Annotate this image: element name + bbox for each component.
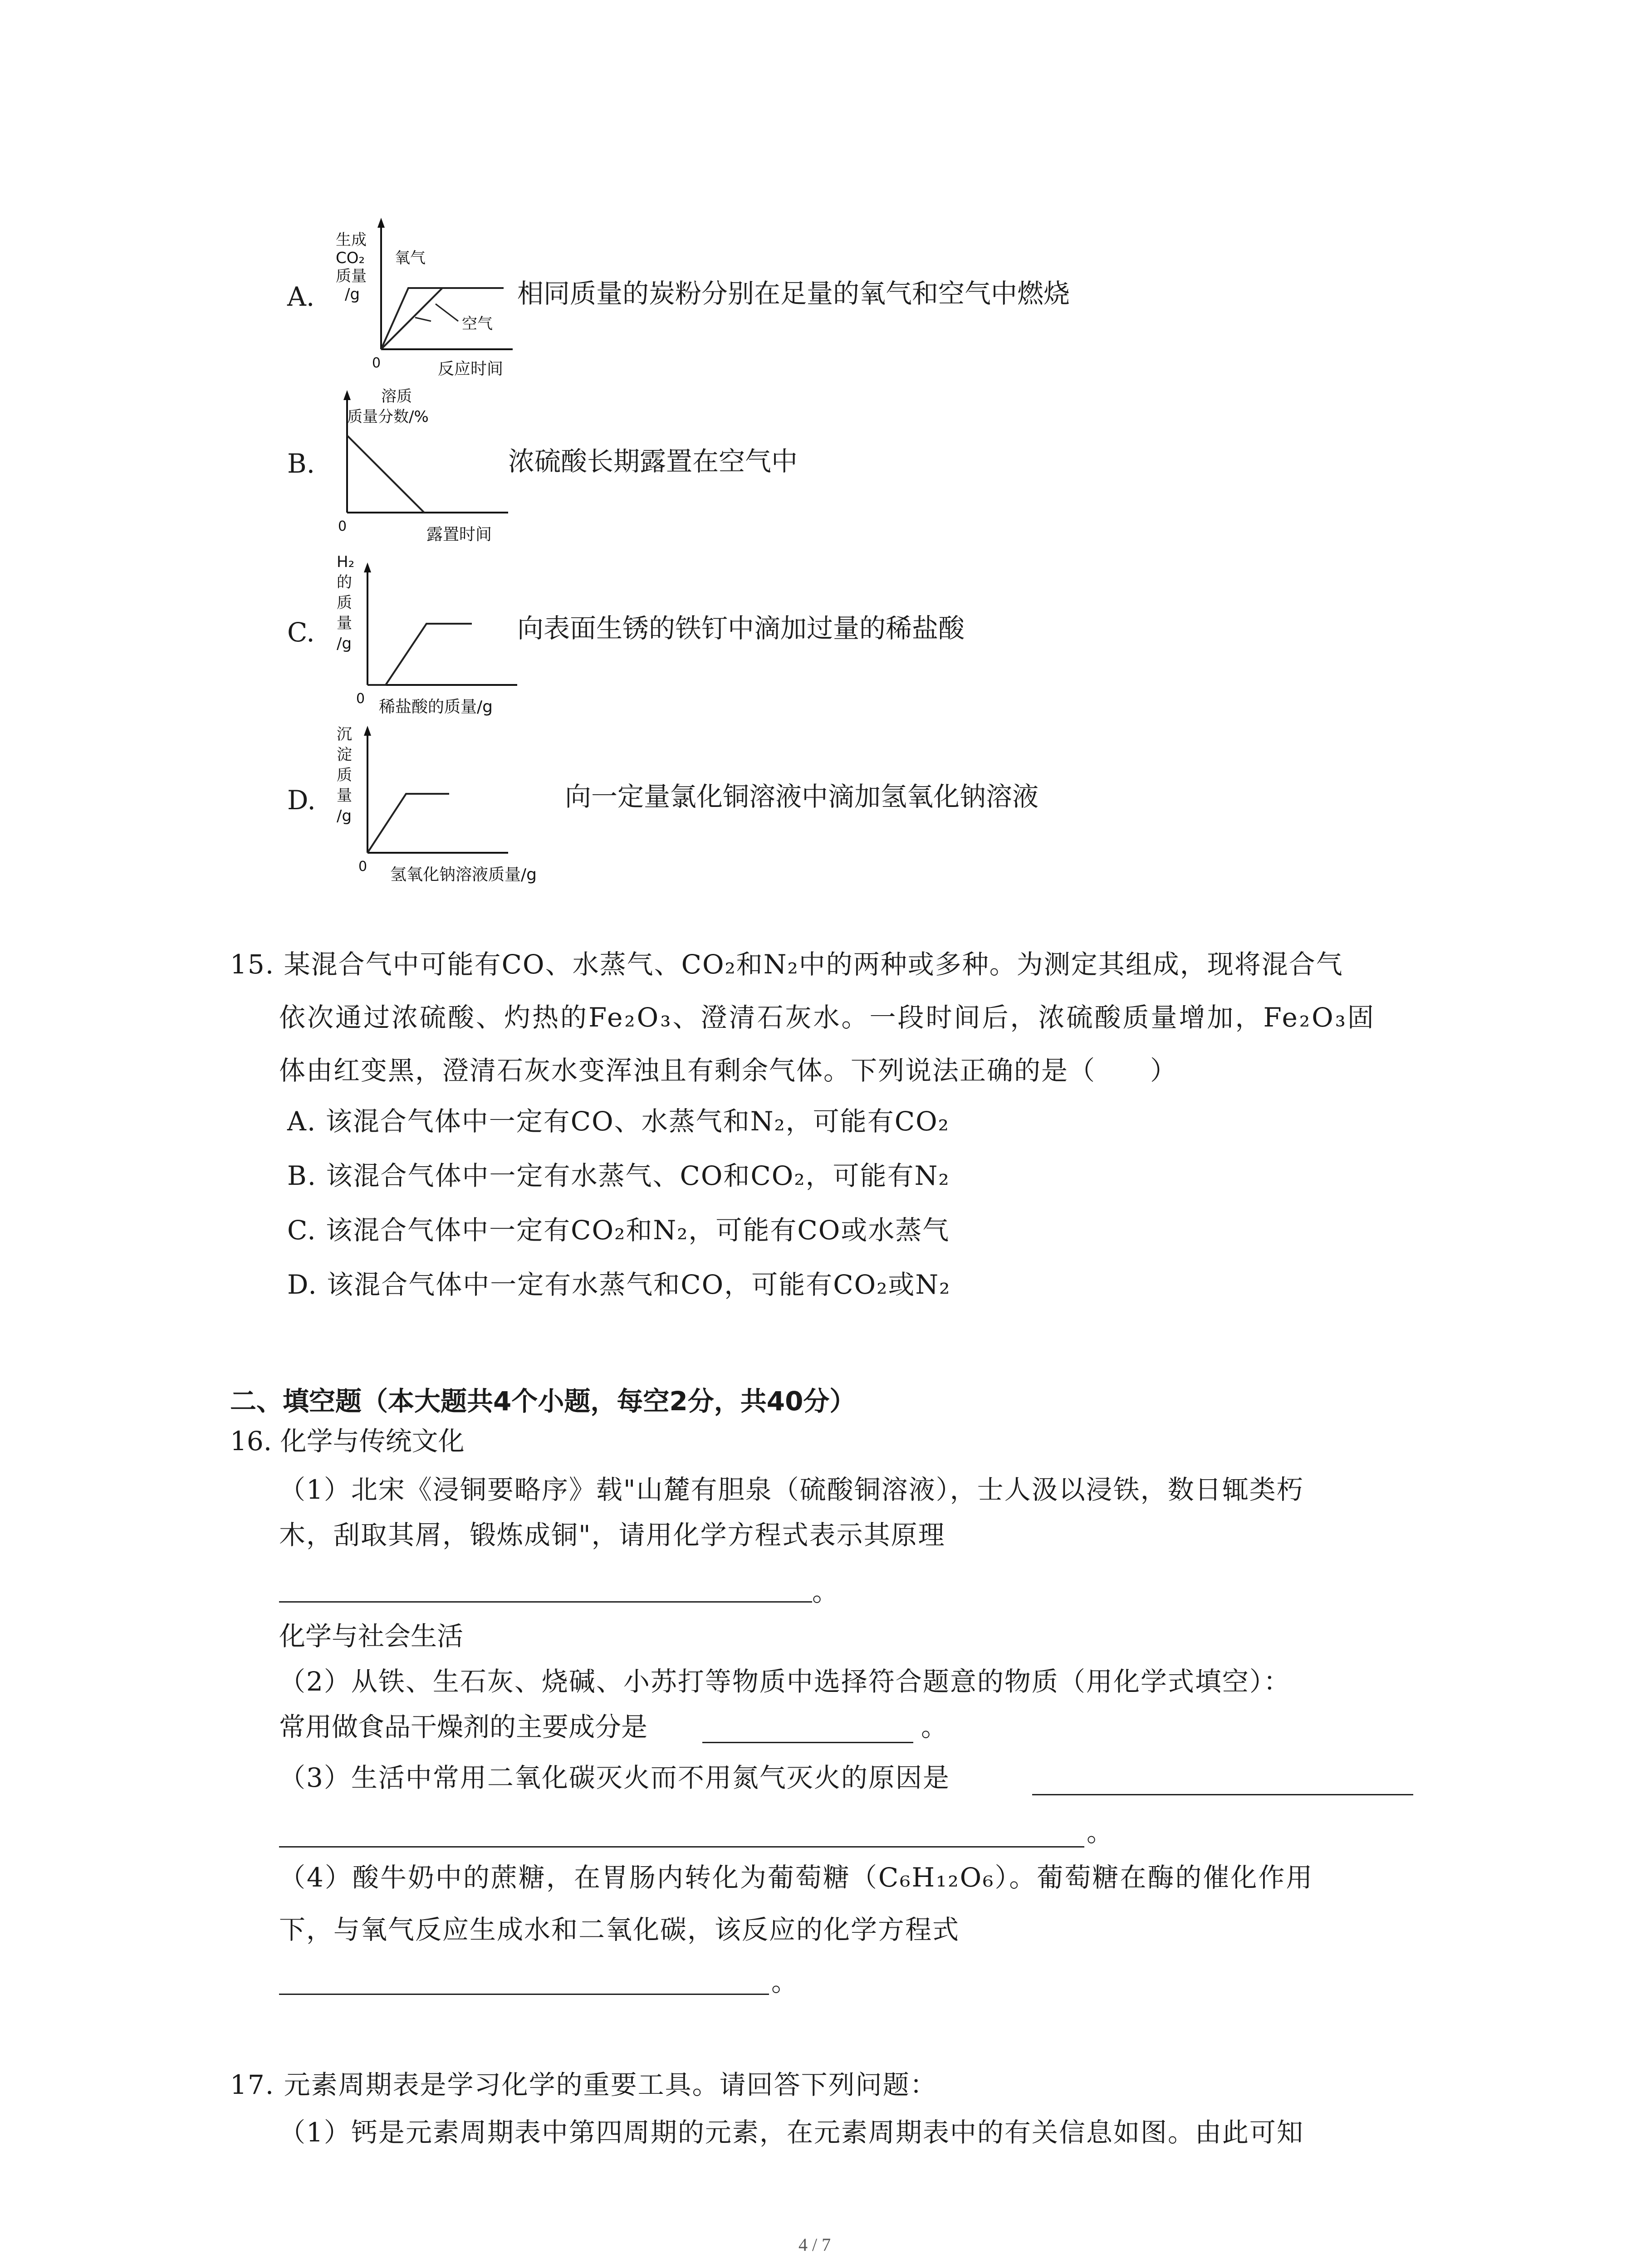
q15-option-d: D. 该混合气体中一定有水蒸气和CO，可能有CO₂或N₂ — [287, 1269, 951, 1300]
q17-line-2: （1）钙是元素周期表中第四周期的元素，在元素周期表中的有关信息如图。由此可知 — [279, 2117, 1304, 2148]
graph-c-ylabel-3: 质 — [337, 594, 352, 612]
graph-a-air-label: 空气 — [462, 315, 493, 333]
graph-a-origin: 0 — [372, 355, 381, 371]
graph-a-ylabel-1: 生成 — [336, 231, 367, 249]
graph-c — [336, 549, 526, 717]
q16-p4-line2: 下，与氧气反应生成水和二氧化碳，该反应的化学方程式 — [279, 1914, 960, 1945]
page-number: 4 / 7 — [798, 2234, 831, 2255]
graph-b-origin: 0 — [338, 518, 347, 534]
q15-line-1: 15. 某混合气中可能有CO、水蒸气、CO₂和N₂中的两种或多种。为测定其组成，现将混合气 — [230, 949, 1343, 980]
graph-d-origin: 0 — [358, 859, 367, 875]
q15-option-c: C. 该混合气体中一定有CO₂和N₂，可能有CO或水蒸气 — [287, 1215, 950, 1246]
q16-subtitle: 化学与社会生活 — [279, 1621, 464, 1652]
graph-c-line — [367, 624, 472, 685]
graph-b-line — [347, 435, 424, 513]
graph-d-ylabel-4: 量 — [337, 787, 352, 805]
graph-d-xlabel: 氢氧化钠溶液质量/g — [390, 865, 537, 884]
graph-a-ylabel-3: 质量 — [336, 267, 367, 285]
q16-p1-end-mark: 。 — [812, 1576, 839, 1607]
section-2-title: 二、填空题（本大题共4个小题，每空2分，共40分） — [230, 1386, 856, 1417]
graph-d-line — [367, 794, 449, 853]
graph-a-oxygen-label: 氧气 — [395, 249, 426, 267]
q16-p2-end-mark: 。 — [921, 1711, 948, 1742]
graph-c-ylabel-4: 量 — [337, 614, 352, 632]
option-a-letter: A. — [287, 281, 315, 312]
graph-b-xlabel: 露置时间 — [426, 525, 492, 544]
q16-p1-answer-blank[interactable] — [279, 1601, 812, 1603]
option-b-desc: 浓硫酸长期露置在空气中 — [508, 446, 798, 477]
q16-p3-end-mark: 。 — [1087, 1817, 1113, 1848]
option-d-letter: D. — [287, 785, 316, 816]
graph-b-ylabel-1: 溶质 — [381, 387, 412, 406]
graph-b-ylabel-2: 质量分数/% — [347, 408, 429, 426]
option-d-desc: 向一定量氯化铜溶液中滴加氢氧化钠溶液 — [565, 781, 1039, 812]
q16-p1-line1: （1）北宋《浸铜要略序》载"山麓有胆泉（硫酸铜溶液），士人汲以浸铁，数日辄类朽 — [279, 1474, 1304, 1505]
graph-c-ylabel-5: /g — [337, 635, 352, 653]
graph-d-ylabel-1: 沉 — [337, 725, 352, 743]
q16-p3-answer-blank-2[interactable] — [279, 1846, 1084, 1848]
q16-p1-line2: 木，刮取其屑，锻炼成铜"，请用化学方程式表示其原理 — [279, 1520, 945, 1550]
q16-p4-line1: （4）酸牛奶中的蔗糖，在胃肠内转化为葡萄糖（C₆H₁₂O₆）。葡萄糖在酶的催化作用 — [279, 1862, 1314, 1893]
q16-p3-line1: （3）生活中常用二氧化碳灭火而不用氮气灭火的原因是 — [279, 1762, 950, 1793]
graph-a-xlabel: 反应时间 — [438, 360, 504, 378]
q16-p4-end-mark: 。 — [771, 1966, 798, 1997]
option-a-desc: 相同质量的炭粉分别在足量的氧气和空气中燃烧 — [517, 278, 1070, 309]
graph-a-air-line — [381, 288, 442, 349]
q15-option-a: A. 该混合气体中一定有CO、水蒸气和N₂，可能有CO₂ — [287, 1106, 950, 1137]
q16-p2-line1: （2）从铁、生石灰、烧碱、小苏打等物质中选择符合题意的物质（用化学式填空）： — [279, 1666, 1291, 1697]
option-c-letter: C. — [287, 617, 315, 648]
graph-c-origin: 0 — [356, 691, 365, 707]
graph-c-xlabel: 稀盐酸的质量/g — [379, 698, 493, 716]
q16-p2-answer-blank[interactable] — [702, 1742, 913, 1743]
q15-option-b: B. 该混合气体中一定有水蒸气、CO和CO₂，可能有N₂ — [287, 1160, 950, 1191]
graph-a-ylabel — [336, 231, 367, 303]
graph-c-ylabel-1: H₂ — [337, 553, 355, 571]
q16-p4-answer-blank[interactable] — [279, 1994, 769, 1995]
graph-a-ylabel-4: /g — [345, 285, 360, 303]
graph-c-ylabel-2: 的 — [337, 573, 352, 591]
graph-d — [336, 721, 590, 889]
option-b-letter: B. — [287, 448, 315, 479]
q15-line-2: 依次通过浓硫酸、灼热的Fe₂O₃、澄清石灰水。一段时间后，浓硫酸质量增加，Fe₂O₃固 — [279, 1002, 1376, 1033]
graph-d-ylabel-3: 质 — [337, 766, 352, 784]
q15-line-3: 体由红变黑，澄清石灰水变浑浊且有剩余气体。下列说法正确的是（ ） — [279, 1055, 1178, 1086]
graph-d-ylabel-2: 淀 — [337, 746, 352, 764]
graph-d-ylabel-5: /g — [337, 807, 352, 825]
q17-line-1: 17. 元素周期表是学习化学的重要工具。请回答下列问题： — [230, 2069, 937, 2100]
q16-p3-answer-blank-1[interactable] — [1032, 1794, 1413, 1795]
q16-title: 16. 化学与传统文化 — [230, 1426, 465, 1457]
q16-p2-line2: 常用做食品干燥剂的主要成分是 — [279, 1711, 648, 1742]
option-c-desc: 向表面生锈的铁钉中滴加过量的稀盐酸 — [517, 613, 965, 644]
graph-a-ylabel-2: CO₂ — [336, 249, 365, 267]
